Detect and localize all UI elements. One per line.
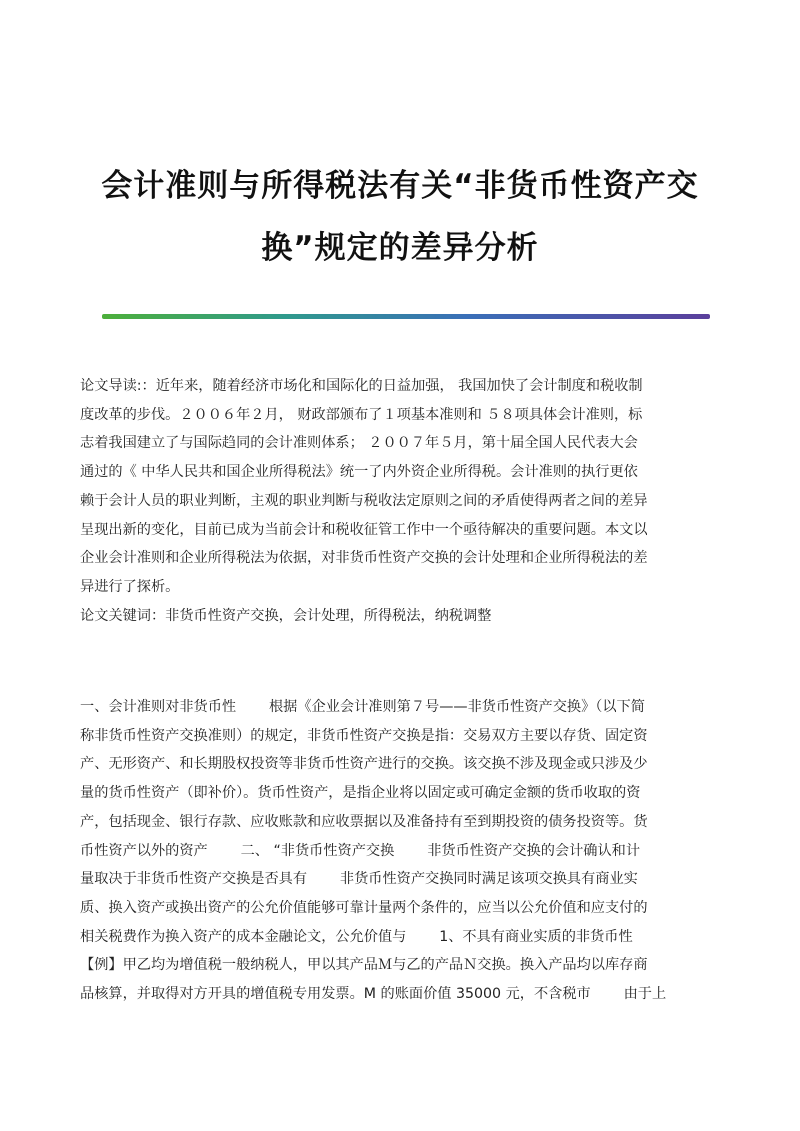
abstract-paragraph xyxy=(80,372,724,630)
body-line: 产，包括现金、银行存款、应收账款和应收票据以及准备持有至到期投资的债务投资等。货 xyxy=(80,813,648,830)
body-paragraph xyxy=(80,693,724,1009)
body-line: 称非货币性资产交换准则）的规定，非货币性资产交换是指：交易双方主要以存货、固定资 xyxy=(80,727,648,744)
body-line: 相关税费作为换入资产的成本金融论文，公允价值与 1、不具有商业实质的非货币性 xyxy=(80,928,633,945)
body-line: 一、会计准则对非货币性 根据《企业会计准则第７号——非货币性资产交换》（以下简 xyxy=(80,699,645,715)
body-line: 量取决于非货币性资产交换是否具有 非货币性资产交换同时满足该项交换具有商业实 xyxy=(80,871,638,888)
keywords-line: 论文关键词：非货币性资产交换，会计处理，所得税法，纳税调整 xyxy=(80,607,492,624)
abstract-line: 异进行了探析。 xyxy=(80,578,180,595)
abstract-line: 赖于会计人员的职业判断，主观的职业判断与税收法定原则之间的矛盾使得两者之间的差异 xyxy=(80,492,648,509)
document-title-line-2: 换”规定的差异分析 xyxy=(261,230,539,266)
abstract-line: 通过的《 中华人民共和国企业所得税法》统一了内外资企业所得税。会计准则的执行更依 xyxy=(80,464,638,481)
body-line: 币性资产以外的资产 二、 “非货币性资产交换 非货币性资产交换的会计确认和计 xyxy=(80,842,641,859)
abstract-line: 论文导读:：近年来，随着经济市场化和国际化的日益加强， 我国加快了会计制度和税收制 xyxy=(80,378,643,394)
body-line: 【例】甲乙均为增值税一般纳税人，甲以其产品Ｍ与乙的产品Ｎ交换。换入产品均以库存商 xyxy=(80,957,648,974)
document-title-line-1: 会计准则与所得税法有关“非货币性资产交 xyxy=(101,168,699,204)
abstract-line: 呈现出新的变化，目前已成为当前会计和税收征管工作中一个亟待解决的重要问题。本文以 xyxy=(80,521,648,538)
abstract-line: 度改革的步伐。２００６年２月， 财政部颁布了１项基本准则和 ５８项具体会计准则，标 xyxy=(80,406,643,423)
body-line: 品核算，并取得对方开具的增值税专用发票。M 的账面价值 35000 元，不含税市 由于上 xyxy=(80,986,667,1003)
body-line: 产、无形资产、和长期股权投资等非货币性资产进行的交换。该交换不涉及现金或只涉及少 xyxy=(80,756,648,773)
body-line: 量的货币性资产（即补价）。货币性资产，是指企业将以固定或可确定金额的货币收取的资 xyxy=(80,785,641,802)
abstract-line: 志着我国建立了与国际趋同的会计准则体系； ２００７年５月，第十届全国人民代表大会 xyxy=(80,435,638,452)
title-divider xyxy=(102,314,710,319)
abstract-line: 企业会计准则和企业所得税法为依据，对非货币性资产交换的会计处理和企业所得税法的差 xyxy=(80,550,648,567)
body-line: 质、换入资产或换出资产的公允价值能够可靠计量两个条件的，应当以公允价值和应支付的 xyxy=(80,899,648,916)
